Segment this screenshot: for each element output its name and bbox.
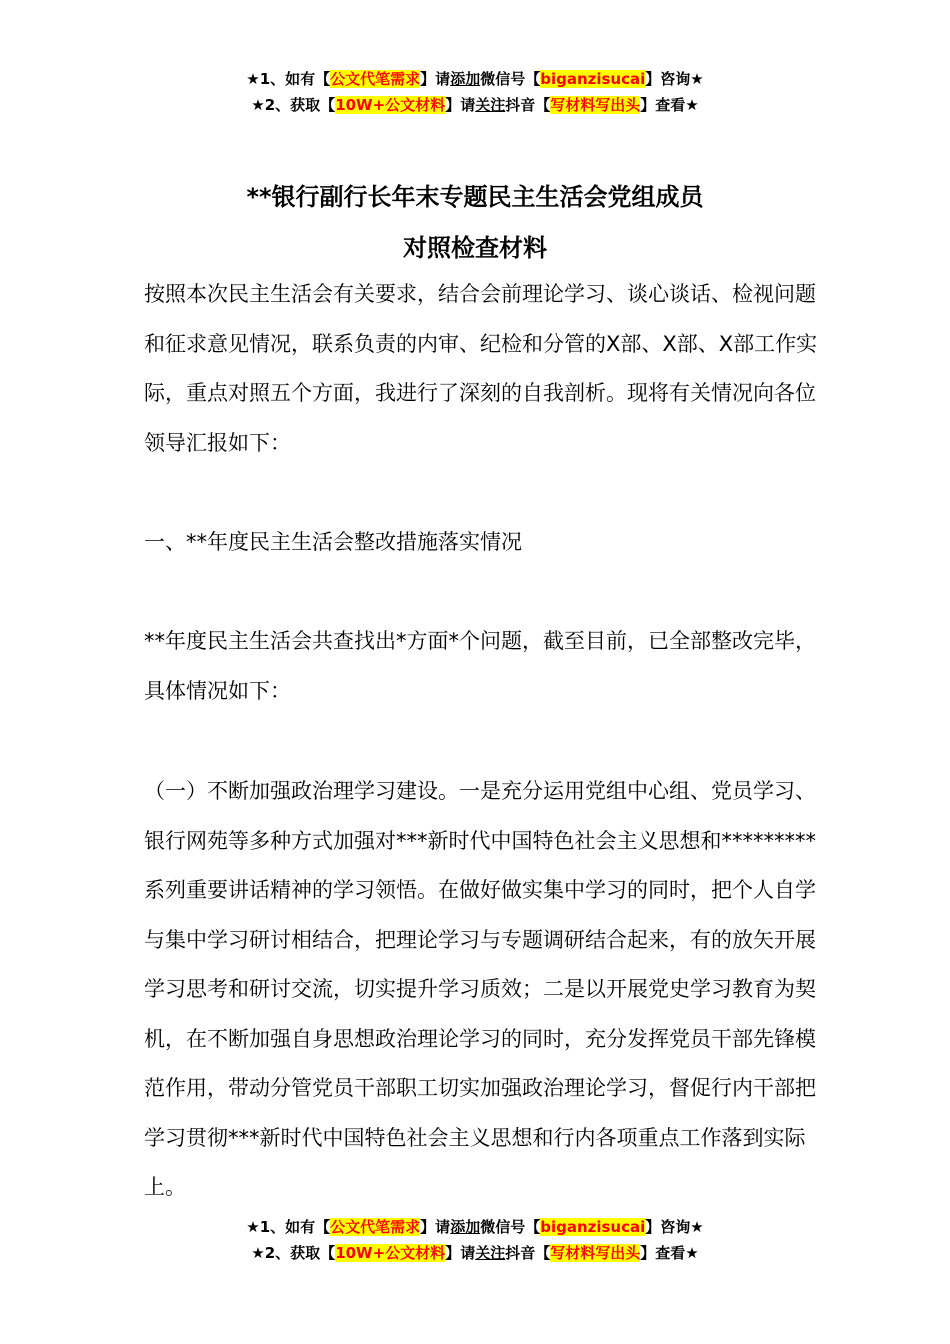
section-heading: 一、**年度民主生活会整改措施落实情况 [144, 530, 522, 554]
promo-text: 】咨询★ [645, 1218, 704, 1236]
top-promo-banner [0, 66, 950, 118]
promo-text: ★1、如有【 [246, 70, 331, 88]
promo-line-2 [0, 1240, 950, 1266]
promo-text: 】请 [445, 1244, 476, 1262]
promo-highlight: 公文代笔需求 [330, 1218, 421, 1236]
promo-text: 微信号【 [480, 70, 541, 88]
promo-text: 】请 [420, 1218, 451, 1236]
intro-paragraph: 按照本次民主生活会有关要求，结合会前理论学习、谈心谈话、检视问题和征求意见情况，联系负责的内审、纪检和分管的X部、X部、X部工作实际，重点对照五个方面，我进行了深刻的自我剖析。现将有关情况向各位领导汇报如下： [144, 282, 818, 455]
promo-text: 抖音【 [505, 96, 551, 114]
promo-line-1 [0, 1214, 950, 1240]
promo-text: 】请 [445, 96, 476, 114]
promo-text: ★2、获取【 [251, 96, 336, 114]
promo-underline: 关注 [475, 1244, 506, 1262]
promo-underline: 关注 [475, 96, 506, 114]
promo-text: 抖音【 [505, 1244, 551, 1262]
promo-line-2 [0, 92, 950, 118]
document-title: **银行副行长年末专题民主生活会党组成员 [246, 183, 704, 211]
promo-highlight: 公文代笔需求 [330, 70, 421, 88]
promo-highlight: 写材料写出头 [550, 1244, 641, 1262]
promo-highlight: biganzisucai [540, 1218, 646, 1236]
section-paragraph: **年度民主生活会共查找出*方面*个问题，截至目前，已全部整改完毕，具体情况如下： [144, 629, 816, 703]
promo-line-1 [0, 66, 950, 92]
promo-underline: 添加 [450, 1218, 481, 1236]
promo-text: 】咨询★ [645, 70, 704, 88]
bottom-promo-banner [0, 1214, 950, 1266]
promo-text: ★1、如有【 [246, 1218, 331, 1236]
document-subtitle: 对照检查材料 [403, 234, 547, 262]
promo-text: 】查看★ [640, 1244, 699, 1262]
promo-highlight: 10W+公文材料 [335, 96, 446, 114]
promo-text: 微信号【 [480, 1218, 541, 1236]
promo-highlight: 10W+公文材料 [335, 1244, 446, 1262]
promo-text: 】请 [420, 70, 451, 88]
promo-highlight: 写材料写出头 [550, 96, 641, 114]
promo-highlight: biganzisucai [540, 70, 646, 88]
promo-underline: 添加 [450, 70, 481, 88]
promo-text: ★2、获取【 [251, 1244, 336, 1262]
promo-text: 】查看★ [640, 96, 699, 114]
item-paragraph: （一）不断加强政治理学习建设。一是充分运用党组中心组、党员学习、银行网苑等多种方式加强对***新时代中国特色社会主义思想和*********系列重要讲话精神的学习领悟。在做好做实集中学习的同时，把个人自学与集中学习研讨相结合，把理论学习与专题调研结合起来，有的放矢开展学习思考和研讨交流，切实提升学习质效；二是以开展党史学习教育为契机，在不断加强自身思想政治理论学习的同时，充分发挥党员干部先锋模范作用，带动分管党员干部职工切实加强政治理论学习，督促行内干部把学习贯彻***新时代中国特色社会主义思想和行内各项重点工作落到实际上。 [144, 779, 816, 1199]
